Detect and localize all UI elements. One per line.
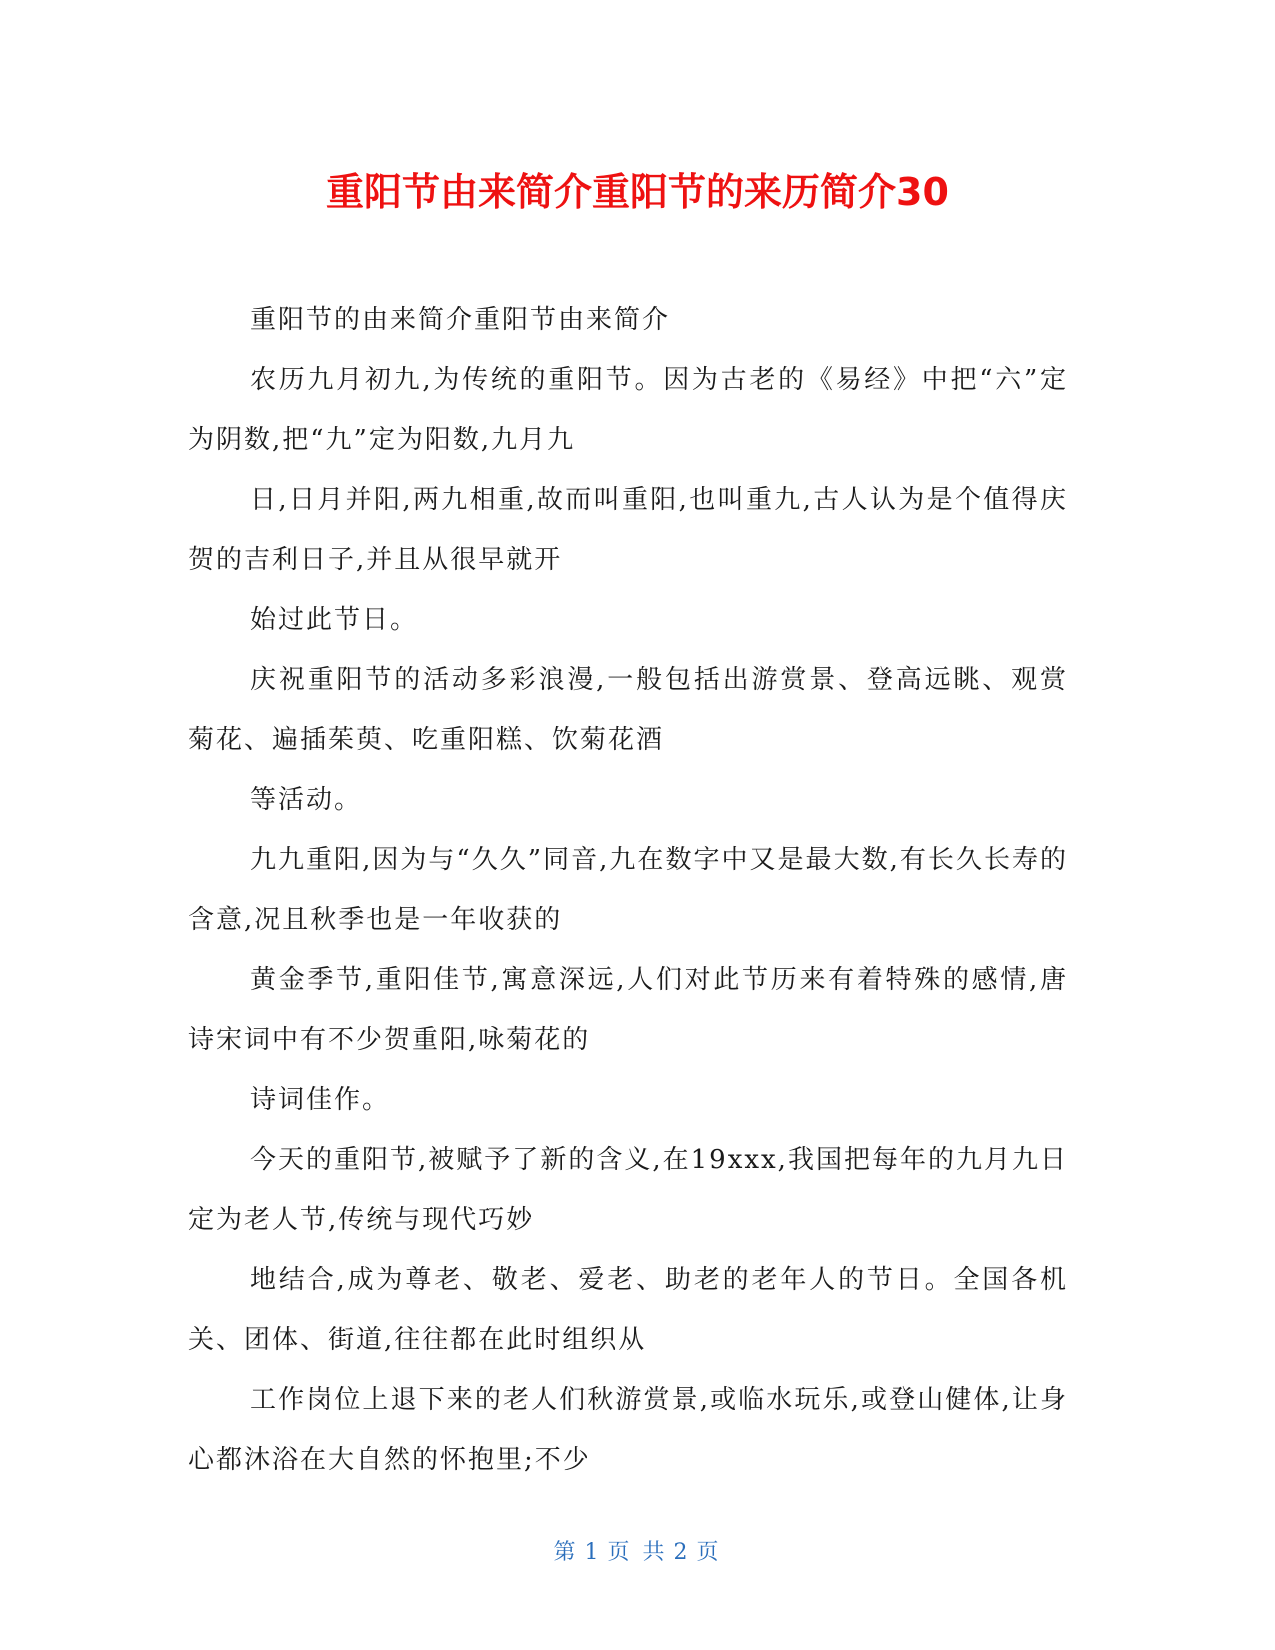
paragraph: 重阳节的由来简介重阳节由来简介 [250, 305, 671, 335]
paragraph: 地结合,成为尊老、敬老、爱老、助老的老年人的节日。全国各机关、团体、街道,往往都在此时组织从 [188, 1265, 1068, 1355]
page-label-suffix: 页 [696, 1540, 722, 1565]
page-label-prefix: 第 [553, 1540, 579, 1565]
paragraph: 诗词佳作。 [250, 1085, 391, 1115]
paragraph: 九九重阳,因为与“久久”同音,九在数字中又是最大数,有长久长寿的含意,况且秋季也是一年收获的 [188, 845, 1068, 935]
paragraph: 农历九月初九,为传统的重阳节。因为古老的《易经》中把“六”定为阴数,把“九”定为阳数,九月九 [188, 365, 1068, 455]
current-page-number: 1 [584, 1540, 602, 1565]
paragraph: 庆祝重阳节的活动多彩浪漫,一般包括出游赏景、登高远眺、观赏菊花、遍插茱萸、吃重阳糕、饮菊花酒 [188, 665, 1068, 755]
document-body [188, 290, 1068, 1490]
document-title: 重阳节由来简介重阳节的来历简介30 [326, 170, 949, 214]
paragraph: 日,日月并阳,两九相重,故而叫重阳,也叫重九,古人认为是个值得庆贺的吉利日子,并且从很早就开 [188, 485, 1068, 575]
paragraph: 始过此节日。 [250, 605, 419, 635]
paragraph: 黄金季节,重阳佳节,寓意深远,人们对此节历来有着特殊的感情,唐诗宋词中有不少贺重阳,咏菊花的 [188, 965, 1068, 1055]
paragraph: 等活动。 [250, 785, 363, 815]
page-label-mid: 页 共 [607, 1540, 668, 1565]
paragraph: 工作岗位上退下来的老人们秋游赏景,或临水玩乐,或登山健体,让身心都沐浴在大自然的怀抱里;不少 [188, 1385, 1068, 1475]
page-footer [0, 1538, 1275, 1568]
paragraph: 今天的重阳节,被赋予了新的含义,在19xxx,我国把每年的九月九日定为老人节,传统与现代巧妙 [188, 1145, 1068, 1235]
total-pages-number: 2 [673, 1540, 691, 1565]
